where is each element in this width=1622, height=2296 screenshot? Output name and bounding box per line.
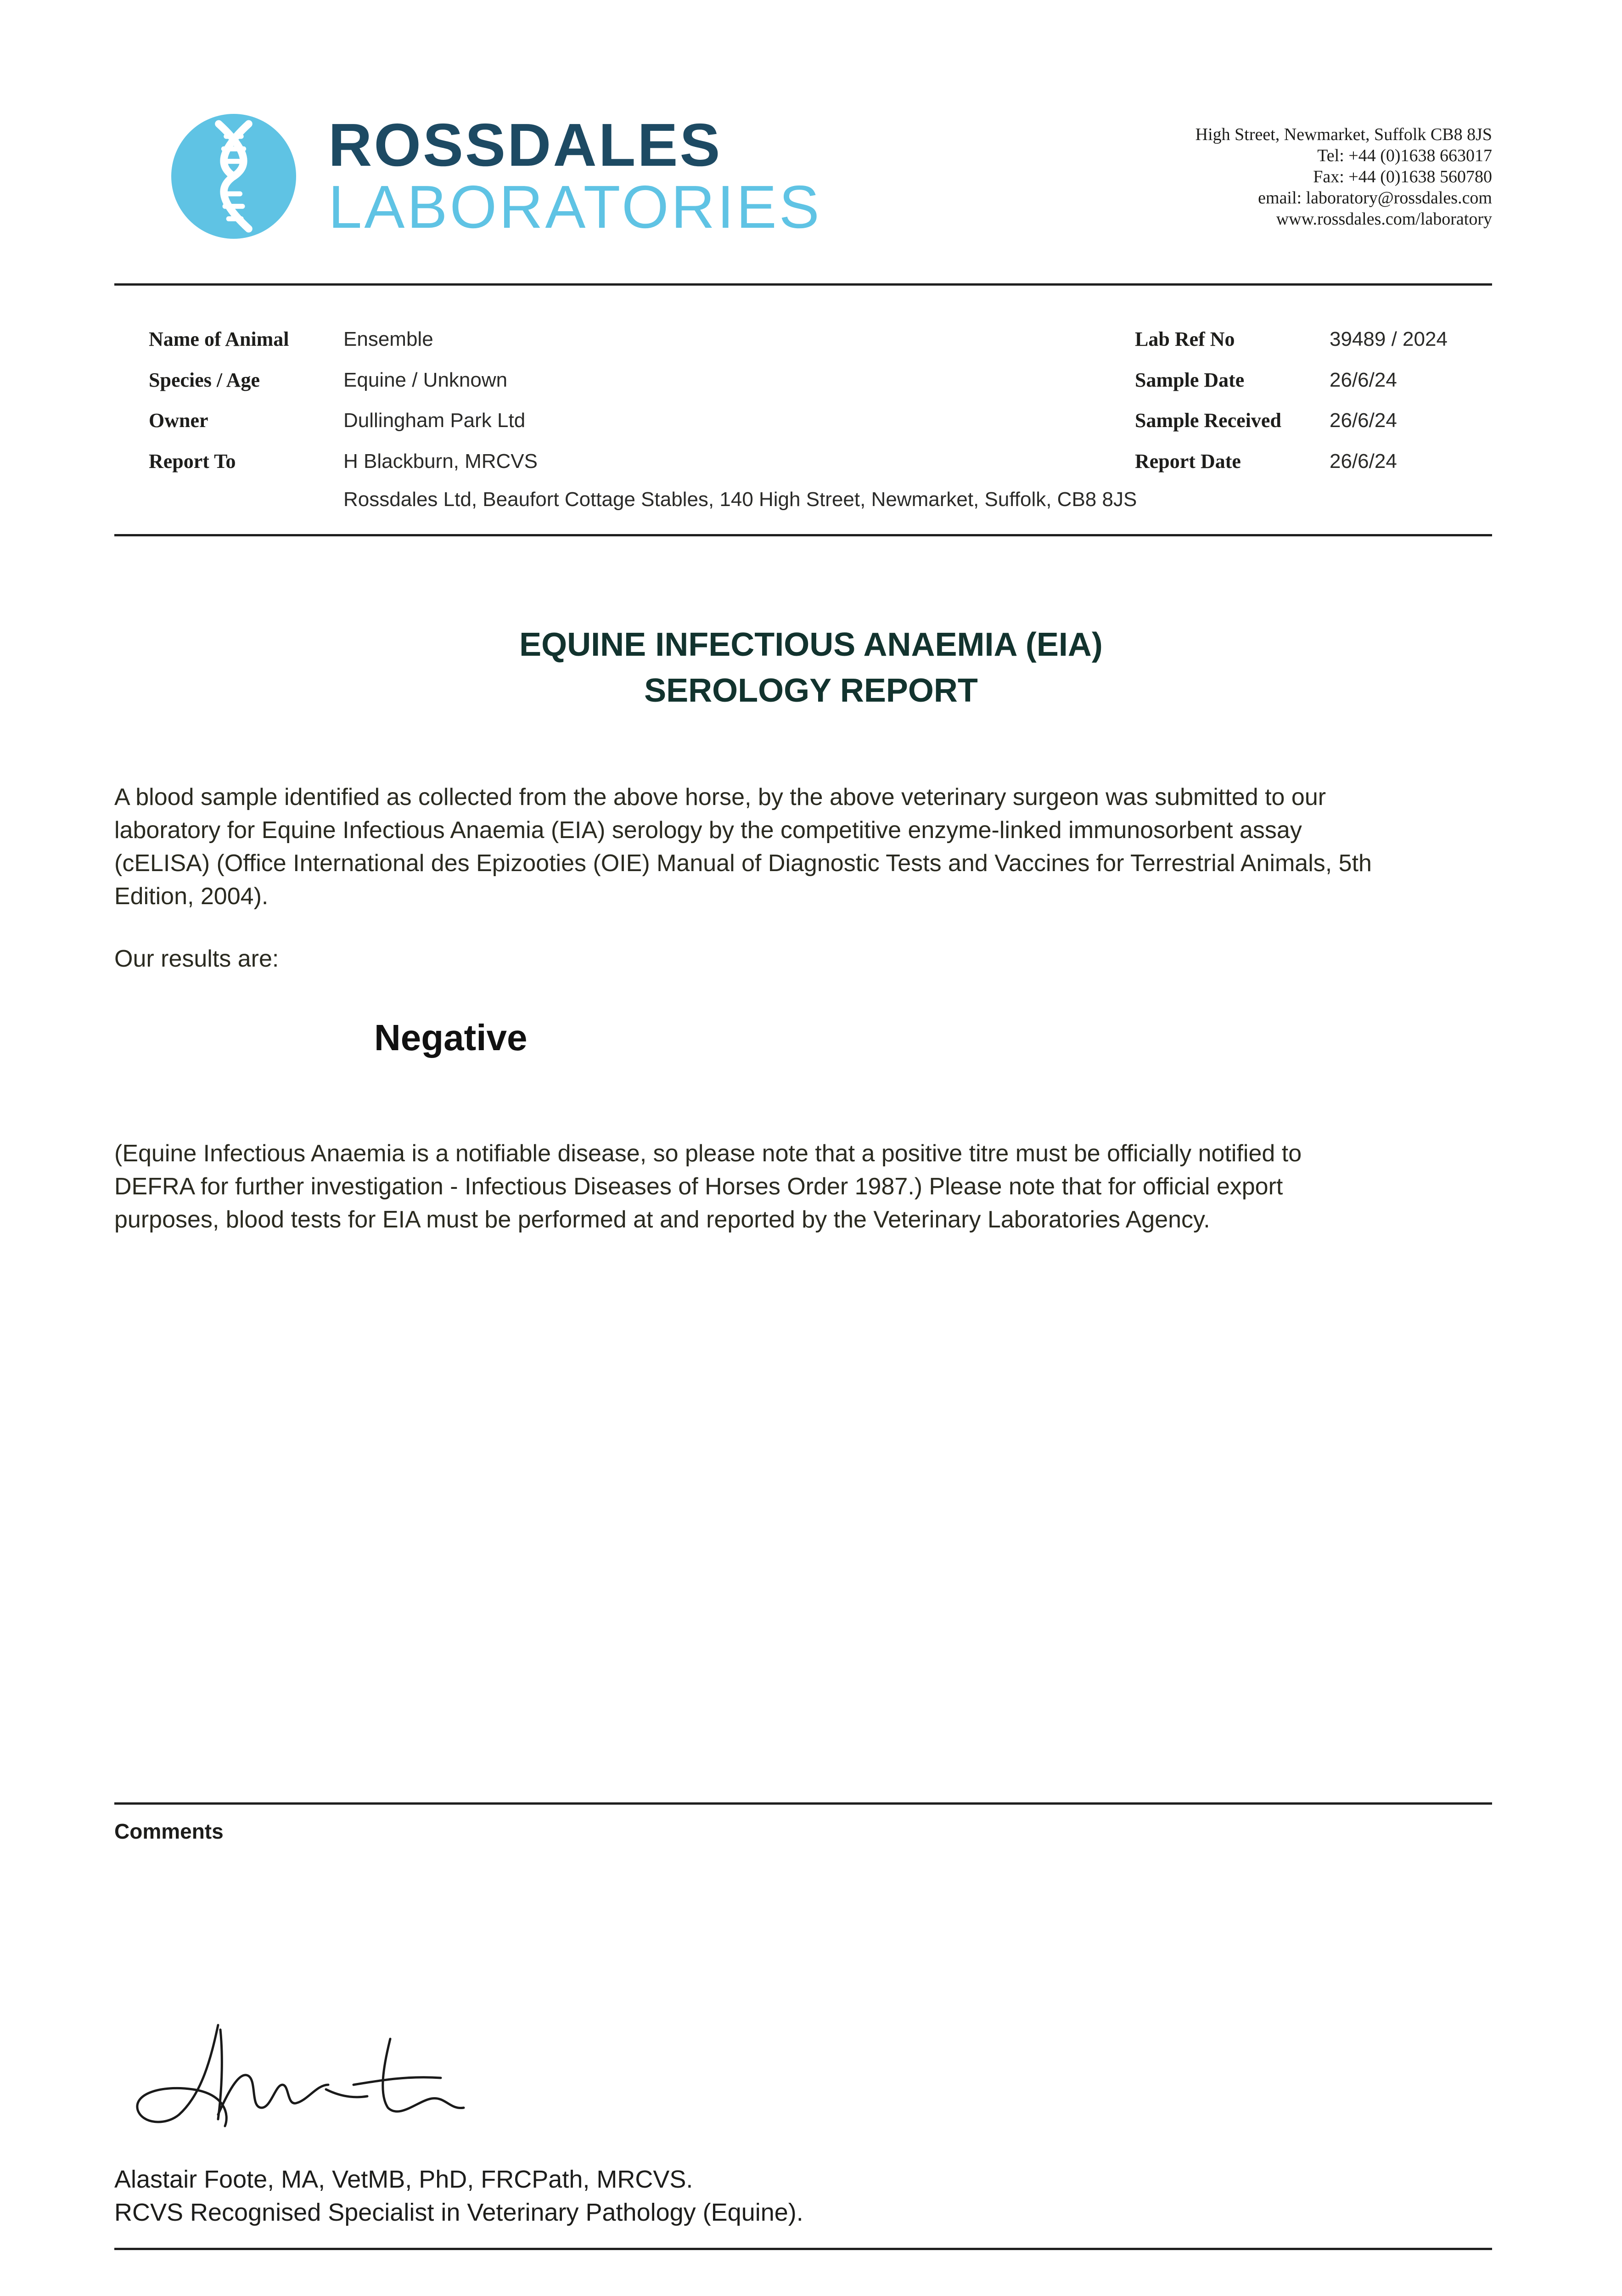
handwritten-signature (124, 2016, 473, 2140)
lab-address: High Street, Newmarket, Suffolk CB8 8JS (1195, 125, 1492, 144)
info-divider (114, 534, 1492, 536)
report-to-label: Report To (149, 450, 236, 473)
test-result: Negative (374, 1017, 528, 1058)
footer-divider (114, 2248, 1492, 2250)
report-to-address: Rossdales Ltd, Beaufort Cottage Stables, 140 High Street, Newmarket, Suffolk, CB8 8JS (343, 488, 1137, 511)
intro-paragraph (114, 781, 1510, 913)
results-intro: Our results are: (114, 945, 279, 972)
intro-line: (cELISA) (Office International des Epizooties (OIE) Manual of Diagnostic Tests and Vaccines for Terrestrial Animals, 5th (114, 850, 1372, 877)
header-divider (114, 283, 1492, 286)
signatory-block (114, 2163, 803, 2229)
lab-ref-label: Lab Ref No (1135, 328, 1235, 350)
sample-received-label: Sample Received (1135, 409, 1281, 432)
report-date-value: 26/6/24 (1330, 450, 1397, 473)
species-age-value: Equine / Unknown (343, 369, 508, 391)
signatory-title: RCVS Recognised Specialist in Veterinary Pathology (Equine). (114, 2199, 803, 2226)
comments-divider (114, 1802, 1492, 1805)
comments-label: Comments (114, 1819, 224, 1843)
lab-ref-value: 39489 / 2024 (1330, 328, 1448, 350)
dna-helix-icon (171, 114, 296, 239)
sample-received-value: 26/6/24 (1330, 409, 1397, 432)
name-of-animal-label: Name of Animal (149, 328, 289, 350)
lab-telephone: Tel: +44 (0)1638 663017 (1317, 146, 1492, 165)
signatory-name: Alastair Foote, MA, VetMB, PhD, FRCPath, MRCVS. (114, 2166, 693, 2193)
intro-line: Edition, 2004). (114, 883, 269, 910)
name-of-animal-value: Ensemble (343, 328, 433, 350)
report-to-value: H Blackburn, MRCVS (343, 450, 538, 473)
sample-date-value: 26/6/24 (1330, 369, 1397, 391)
sample-date-label: Sample Date (1135, 369, 1245, 391)
owner-label: Owner (149, 409, 208, 432)
report-title-line1: EQUINE INFECTIOUS ANAEMIA (EIA) (519, 626, 1103, 663)
intro-line: A blood sample identified as collected from the above horse, by the above veterinary surgeon was submitted to our (114, 784, 1326, 810)
report-title-line2: SEROLOGY REPORT (644, 672, 978, 709)
notifiable-note (114, 1137, 1510, 1236)
lab-fax: Fax: +44 (0)1638 560780 (1313, 167, 1492, 186)
lab-website: www.rossdales.com/laboratory (1276, 209, 1492, 229)
report-date-label: Report Date (1135, 450, 1241, 473)
note-line: purposes, blood tests for EIA must be performed at and reported by the Veterinary Laboratories Agency. (114, 1206, 1210, 1233)
owner-value: Dullingham Park Ltd (343, 409, 526, 432)
lab-email: email: laboratory@rossdales.com (1258, 188, 1492, 208)
species-age-label: Species / Age (149, 369, 260, 391)
note-line: DEFRA for further investigation - Infectious Diseases of Horses Order 1987.) Please note that for official export (114, 1173, 1283, 1200)
brand-name-line2: LABORATORIES (328, 173, 822, 241)
intro-line: laboratory for Equine Infectious Anaemia (EIA) serology by the competitive enzyme-linked immunosorbent assay (114, 817, 1302, 844)
note-line: (Equine Infectious Anaemia is a notifiable disease, so please note that a positive titre must be officially notified to (114, 1140, 1302, 1167)
lab-contact-block (1195, 124, 1492, 230)
brand-name-line1: ROSSDALES (328, 111, 722, 179)
